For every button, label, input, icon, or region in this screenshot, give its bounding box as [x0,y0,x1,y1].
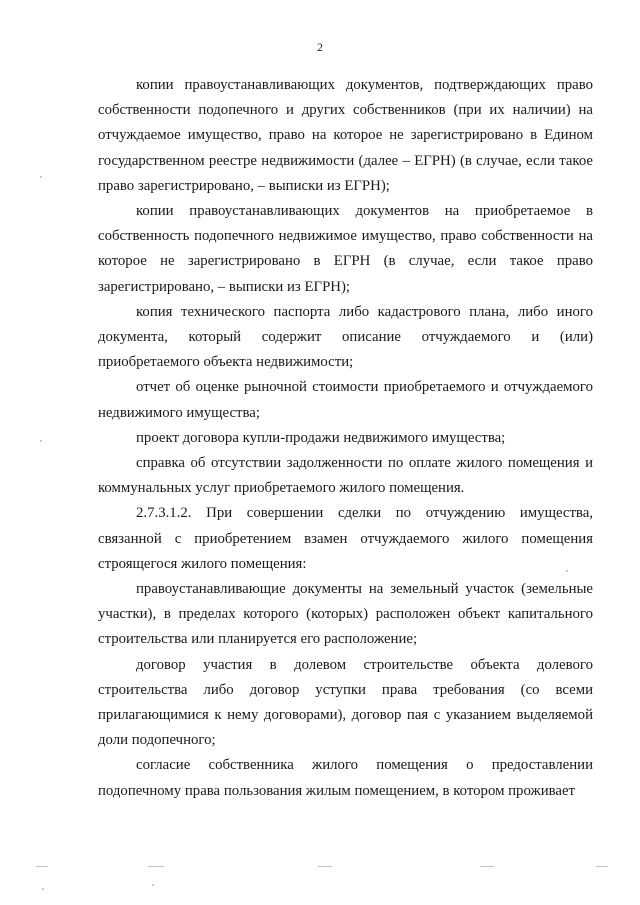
paragraph-shared-construction-contract: договор участия в долевом строительстве объекта долевого строительства либо договор уступки права требования (со всеми прилагающимися к нему договорами), договор пая с указанием выделяемой доли подопечного; [98,656,593,749]
paragraph-valuation-report: отчет об оценке рыночной стоимости приобретаемого и отчуждаемого недвижимого имущества; [98,379,593,421]
paragraph-acquired-property-documents: копии правоустанавливающих документов на приобретаемое в собственность подопечного недвижимое имущество, право собственности на которое не зарегистрировано в ЕГРН (в случае, если такое право зарегистрировано, – выписки из ЕГРН); [98,203,593,295]
paragraph-owner-consent: согласие собственника жилого помещения о предоставлении подопечному права пользования жилым помещением, в котором проживает [98,757,593,799]
scan-artifact [36,866,48,867]
scan-artifact [566,570,568,572]
paragraph-section-2-7-3-1-2: 2.7.3.1.2. При совершении сделки по отчуждению имущества, связанной с приобретением взамен отчуждаемого жилого помещения строящегося жилого помещения: [98,505,593,572]
scan-artifact [40,440,42,442]
paragraph-technical-passport: копия технического паспорта либо кадастрового плана, либо иного документа, который содержит описание отчуждаемого и (или) приобретаемого объекта недвижимости; [98,303,593,371]
scan-artifact [40,176,42,178]
scan-artifact [152,884,154,886]
paragraph-land-plot-documents: правоустанавливающие документы на земельный участок (земельные участки), в пределах которого (которых) расположен объект капитального строительства или планируется его расположение; [98,581,593,648]
scan-artifact [42,888,44,890]
page-number: 2 [317,40,323,54]
paragraph-no-debt-certificate: справка об отсутствии задолженности по оплате жилого помещения и коммунальных услуг приобретаемого жилого помещения. [98,455,593,497]
document-body [98,73,593,804]
scan-artifact [596,866,608,867]
scan-artifact [480,866,494,867]
scan-artifact [318,866,332,867]
paragraph-draft-contract: проект договора купли-продажи недвижимого имущества; [136,429,506,446]
paragraph-ownership-documents: копии правоустанавливающих документов, подтверждающих право собственности подопечного и других собственников (при их наличии) на отчуждаемое имущество, право на которое не зарегистрировано в Едином государственном реестре недвижимости (далее – ЕГРН) (в случае, если такое право зарегистрировано, – выписки из ЕГРН); [98,77,593,194]
scan-artifact [148,866,164,867]
